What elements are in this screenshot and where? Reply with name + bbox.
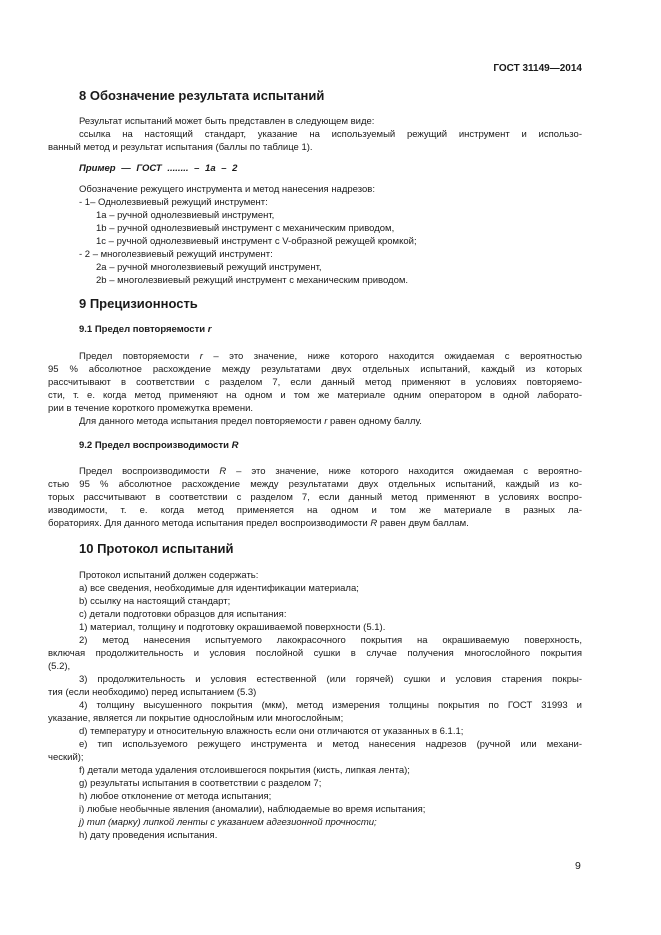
s92-line-1-part-a: Предел воспроизводимости [79,466,220,477]
s10-item-c2-line-3: (5.2), [48,661,71,672]
s10-intro: Протокол испытаний должен содержать: [79,570,259,581]
s91-line-2: 95 % абсолютное расхождение между результатами двух отдельных испытаний, каждый из которых [48,364,582,375]
s10-item-c: с) детали подготовки образцов для испытания: [79,609,287,620]
s92-line-5-part-b: равен двум баллам. [377,518,469,529]
s10-item-c2-line-2: включая продолжительность и условия послойной сушки в случае получения многослойного покрытия [48,648,582,659]
s10-item-c4-line-1: 4) толщину высушенного покрытия (мкм), метод измерения толщины покрытия по ГОСТ 31993 и [79,700,582,711]
s10-item-a: а) все сведения, необходимые для идентификации материала; [79,583,359,594]
page-number: 9 [575,860,581,872]
s8-list-item-1a: 1а – ручной однолезвиевый инструмент, [96,210,275,221]
s8-paragraph-2-line-2: ванный метод и результат испытания (баллы по таблице 1). [48,142,313,153]
s8-list-item-2: - 2 – многолезвиевый режущий инструмент: [79,249,273,260]
s91-line-4: сти, т. е. когда метод применяют на одном и том же материале одним оператором в одной лаборато- [48,390,582,401]
s92-line-5-part-a: бораториях. Для данного метода испытания предел воспроизводимости [48,518,371,529]
s8-paragraph-1: Результат испытаний может быть представлен в следующем виде: [79,116,375,127]
s92-line-1-part-b: – это значение, ниже которого находится ожидаемая с вероятно- [226,466,582,477]
s8-list-item-2a: 2а – ручной многолезвиевый режущий инструмент, [96,262,322,273]
s10-item-h: h) любое отклонение от метода испытания; [79,791,272,802]
section-9-2-title-text: 9.2 Предел воспроизводимости [79,440,232,451]
s10-item-f: f) детали метода удаления отслоившегося покрытия (кисть, липкая лента); [79,765,410,776]
s10-item-b: b) ссылку на настоящий стандарт; [79,596,231,607]
s91-line-1-part-b: – это значение, ниже которого находится ожидаемая с вероятностью [202,351,583,362]
s8-list-item-1c: 1с – ручной однолезвиевый инструмент с V-образной режущей кромкой; [96,236,417,247]
s91-line-5: рии в течение короткого промежутка времени. [48,403,254,414]
s10-item-e-line-1: е) тип используемого режущего инструмента и метод нанесения надрезов (ручной или механи- [79,739,582,750]
section-9-title: 9 Прецизионность [79,296,198,311]
section-9-1-title [79,324,211,335]
section-9-2-title [79,440,238,451]
document-id: ГОСТ 31149—2014 [493,63,582,74]
section-9-2-title-variable: R [231,440,239,451]
s10-item-j: j) тип (марку) липкой ленты с указанием адгезионной прочности; [79,817,377,828]
s91-line-6-variable: r [324,416,328,427]
s10-item-g: g) результаты испытания в соответствии с разделом 7; [79,778,322,789]
s92-line-4: изводимости, т. е. когда метод применяется на одном и том же материале в разных ла- [48,505,582,516]
s10-item-e-line-2: ческий); [48,752,84,763]
s8-list-item-2b: 2b – многолезвиевый режущий инструмент с механическим приводом. [96,275,409,286]
section-8-title: 8 Обозначение результата испытаний [79,88,325,103]
s8-list-item-1: - 1– Однолезвиевый режущий инструмент: [79,197,268,208]
s92-line-3: торых рассчитывают в соответствии с разделом 7, если данный метод применяют в условиях воспро- [48,492,582,503]
s92-line-5 [48,517,469,530]
s10-item-c4-line-2: указание, является ли покрытие однослойным или многослойным; [48,713,344,724]
s91-line-6-part-b: равен одному баллу. [327,416,422,427]
s8-list-item-1b: 1b – ручной однолезвиевый инструмент с механическим приводом, [96,223,395,234]
s91-line-1-variable: r [199,351,203,362]
s10-item-c3-line-2: тия (если необходимо) перед испытанием (5.3) [48,687,257,698]
s10-item-c1: 1) материал, толщину и подготовку окрашиваемой поверхности (5.1). [79,622,386,633]
section-9-1-title-variable: r [207,324,212,335]
s10-item-c2-line-1: 2) метод нанесения испытуемого лакокрасочного покрытия на окрашиваемую поверхность, [79,635,582,646]
s10-item-c3-line-1: 3) продолжительность и условия естественной (или горячей) сушки и условия старения покры- [79,674,582,685]
s92-line-5-variable: R [370,518,378,529]
s91-line-6-part-a: Для данного метода испытания предел повторяемости [79,416,325,427]
s10-item-d: d) температуру и относительную влажность если они отличаются от указанных в 6.1.1; [79,726,464,737]
s91-line-1-part-a: Предел повторяемости [79,351,200,362]
s10-item-i: i) любые необычные явления (аномалии), наблюдаемые во время испытания; [79,804,426,815]
section-9-1-title-text: 9.1 Предел повторяемости [79,324,208,335]
s8-example: Пример — ГОСТ ........ – 1а – 2 [79,163,238,174]
s91-line-3: рассчитывают в соответствии с разделом 7, если данный метод применяют в условиях повторяемо- [48,377,582,388]
s10-item-h-date: h) дату проведения испытания. [79,830,218,841]
section-10-title: 10 Протокол испытаний [79,541,234,556]
s92-line-1 [79,465,582,478]
s8-paragraph-2-line-1: ссылка на настоящий стандарт, указание на используемый режущий инструмент и использо- [79,129,582,140]
s91-line-1 [79,350,582,363]
s92-line-1-variable: R [219,466,227,477]
s91-line-6 [79,415,422,428]
s92-line-2: стью 95 % абсолютное расхождение между результатами двух отдельных испытаний, каждый из ко- [48,479,582,490]
s8-paragraph-3: Обозначение режущего инструмента и метод нанесения надрезов: [79,184,375,195]
